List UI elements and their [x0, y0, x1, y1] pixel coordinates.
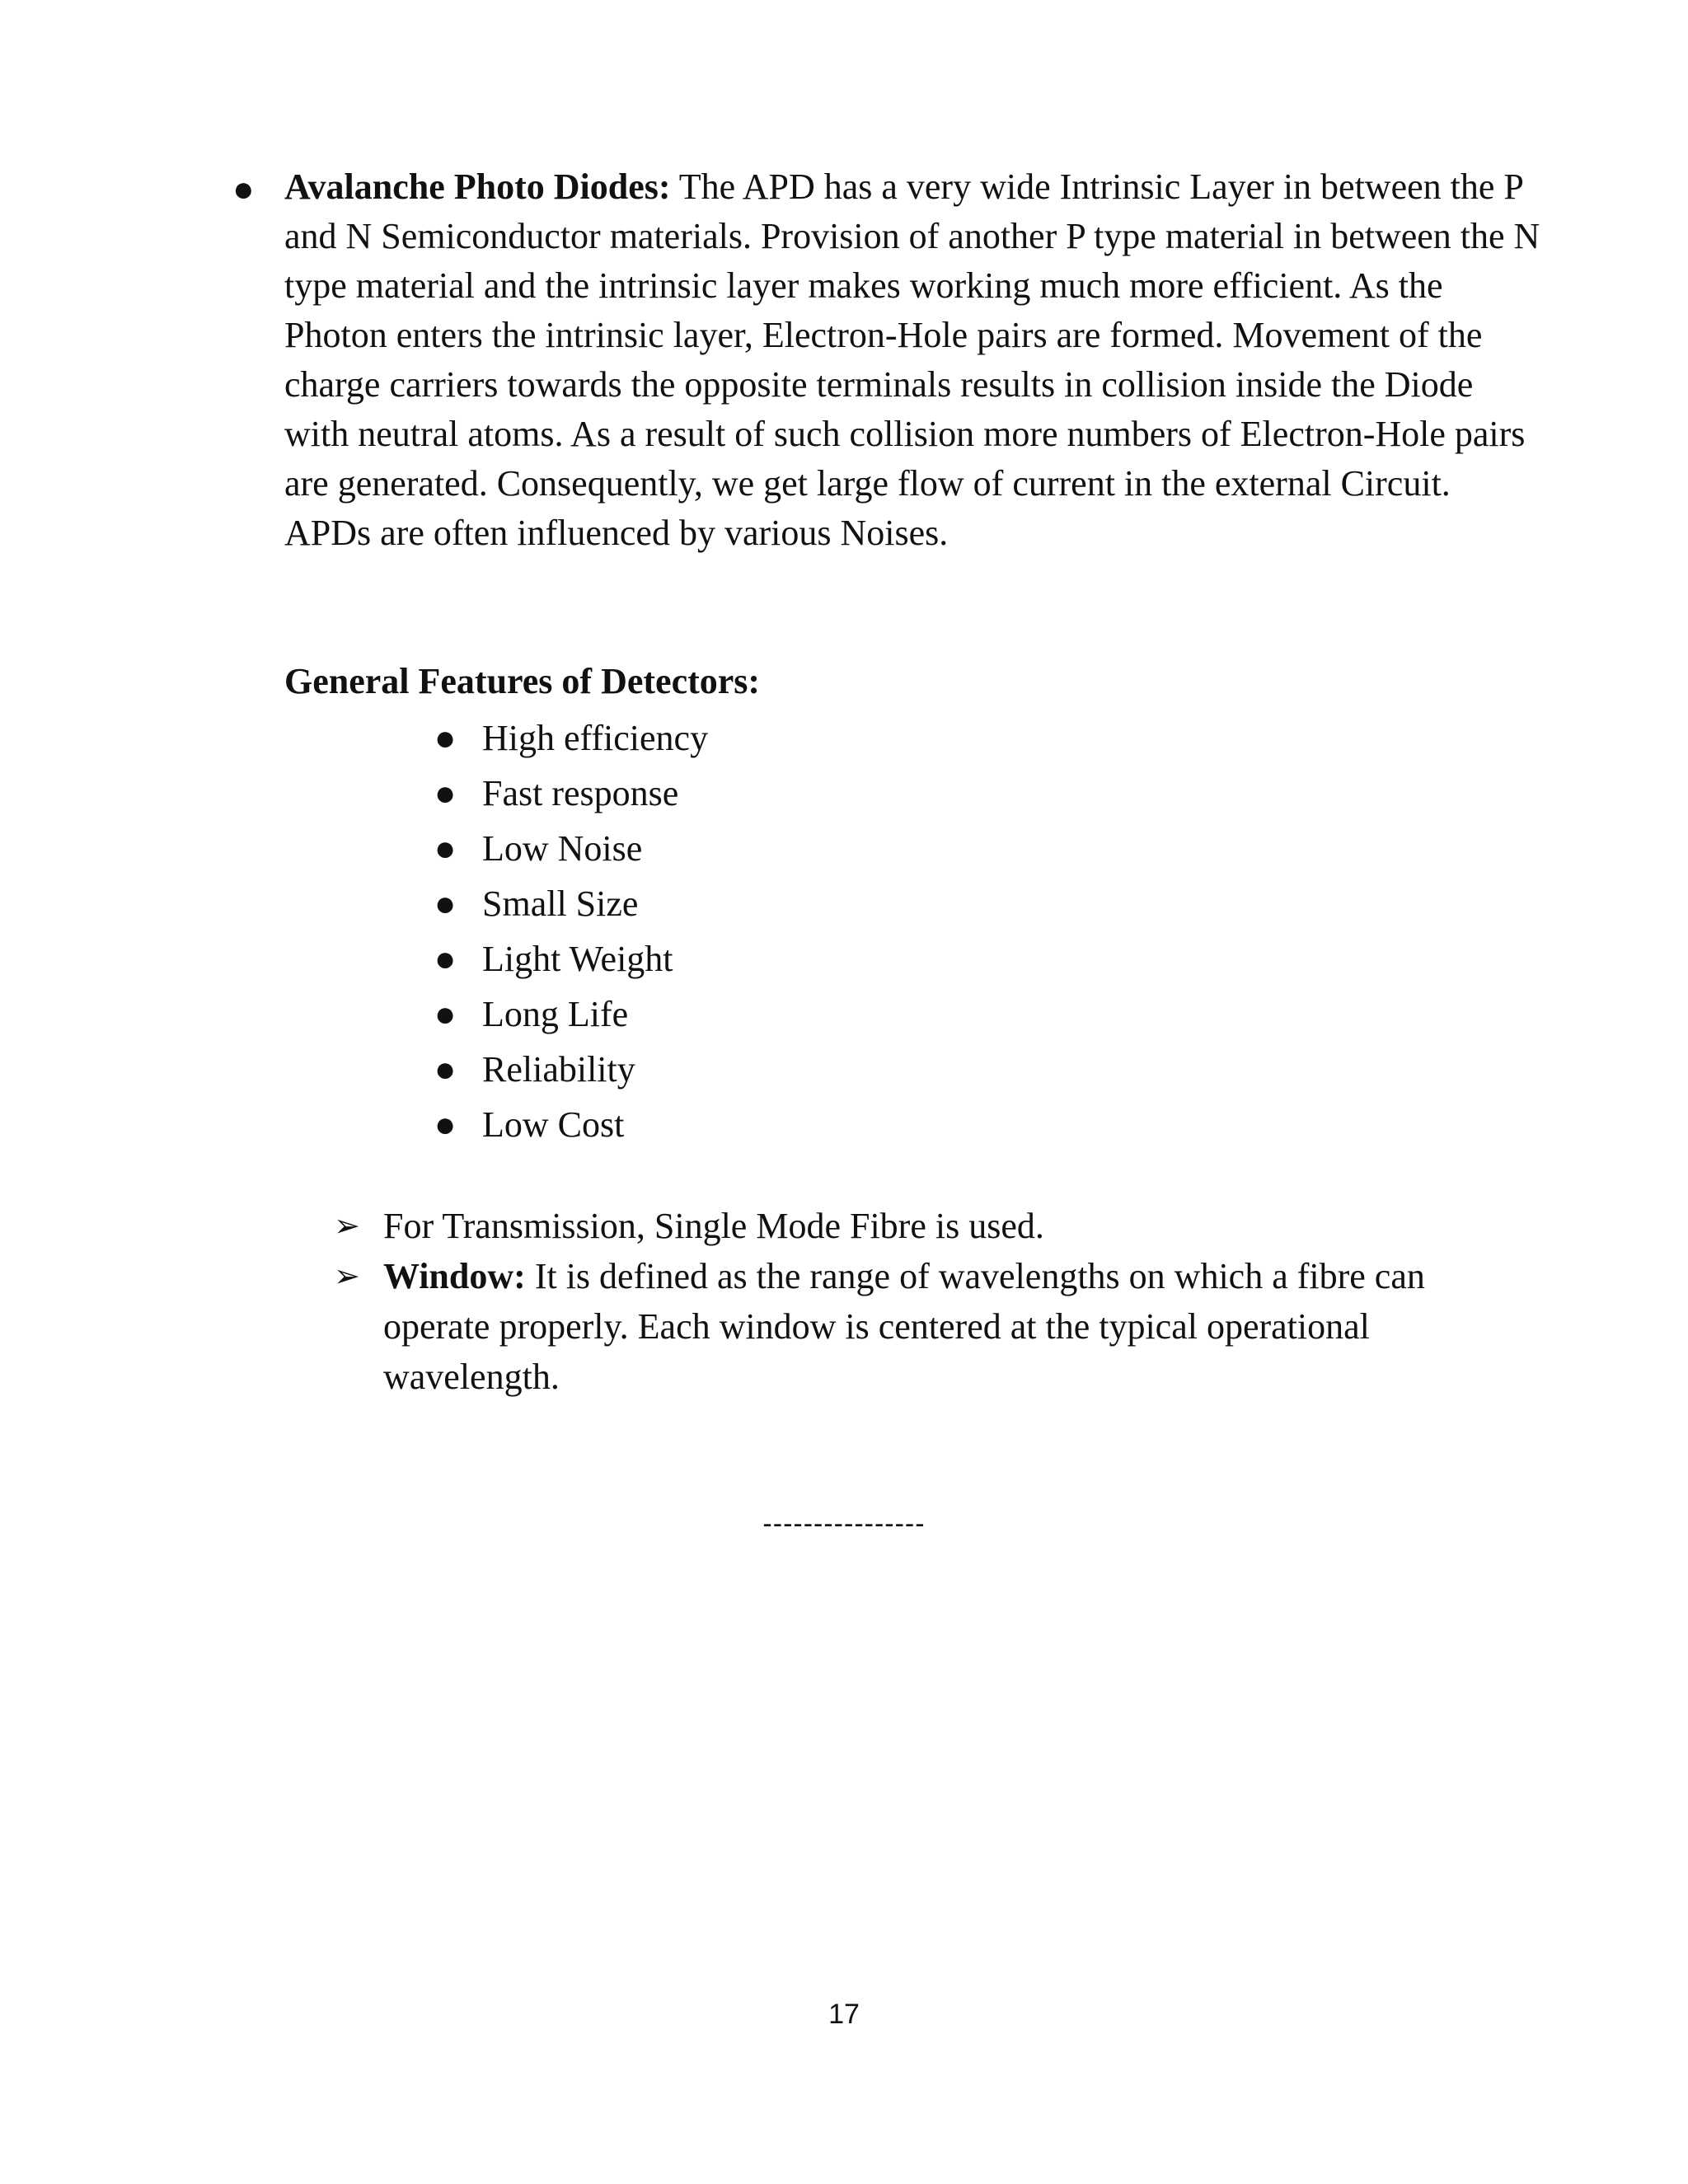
apd-section	[284, 162, 1541, 558]
list-item	[433, 766, 708, 821]
list-item	[433, 987, 708, 1042]
feature-label: Fast response	[482, 773, 679, 813]
arrow-bullet-icon: ➢	[334, 1207, 360, 1244]
apd-body: The APD has a very wide Intrinsic Layer in between the P and N Semiconductor materials. Provision of another P type material in between the N type material and the intrinsic layer makes working much more efficient. As the Photon enters the intrinsic layer, Electron-Hole pairs are formed. Movement of the charge carriers towards the opposite terminals results in collision inside the Diode with neutral atoms. As a result of such collision more numbers of Electron-Hole pairs are generated. Consequently, we get large flow of current in the external Circuit.	[284, 166, 1540, 504]
apd-paragraph	[284, 162, 1541, 509]
list-item	[334, 1251, 1488, 1402]
bullet-icon: ●	[434, 828, 457, 869]
window-label: Window:	[383, 1256, 526, 1296]
apd-note: APDs are often influenced by various Noises.	[284, 513, 949, 553]
arrow-bullet-icon: ➢	[334, 1258, 360, 1294]
bullet-icon: ●	[434, 773, 457, 813]
feature-label: High efficiency	[482, 718, 709, 758]
feature-label: Low Cost	[482, 1104, 625, 1145]
list-item	[433, 876, 708, 931]
section-separator: ----------------	[762, 1508, 926, 1540]
feature-label: Reliability	[482, 1049, 635, 1090]
bullet-icon: ●	[434, 883, 457, 924]
features-heading: General Features of Detectors:	[284, 661, 761, 701]
bullet-icon: ●	[434, 994, 457, 1034]
bullet-icon: ●	[232, 169, 255, 209]
features-list	[433, 710, 708, 1152]
list-item	[433, 1097, 708, 1152]
feature-label: Long Life	[482, 994, 629, 1034]
feature-label: Light Weight	[482, 939, 673, 979]
bullet-icon: ●	[434, 1104, 457, 1145]
list-item	[433, 931, 708, 987]
bullet-icon: ●	[434, 939, 457, 979]
page-number: 17	[828, 1999, 860, 2030]
apd-heading: Avalanche Photo Diodes:	[284, 166, 671, 207]
bullet-icon: ●	[434, 718, 457, 758]
bullet-icon: ●	[434, 1049, 457, 1090]
feature-label: Low Noise	[482, 828, 643, 869]
list-item	[433, 821, 708, 876]
window-definition: It is defined as the range of wavelengths on which a fibre can operate properly. Each window is centered at the typical operational wavelength.	[383, 1256, 1425, 1397]
feature-label: Small Size	[482, 883, 639, 924]
list-item	[433, 710, 708, 766]
notes-list	[334, 1201, 1488, 1402]
list-item	[334, 1201, 1488, 1251]
list-item	[433, 1042, 708, 1097]
transmission-note: For Transmission, Single Mode Fibre is used.	[383, 1206, 1044, 1246]
